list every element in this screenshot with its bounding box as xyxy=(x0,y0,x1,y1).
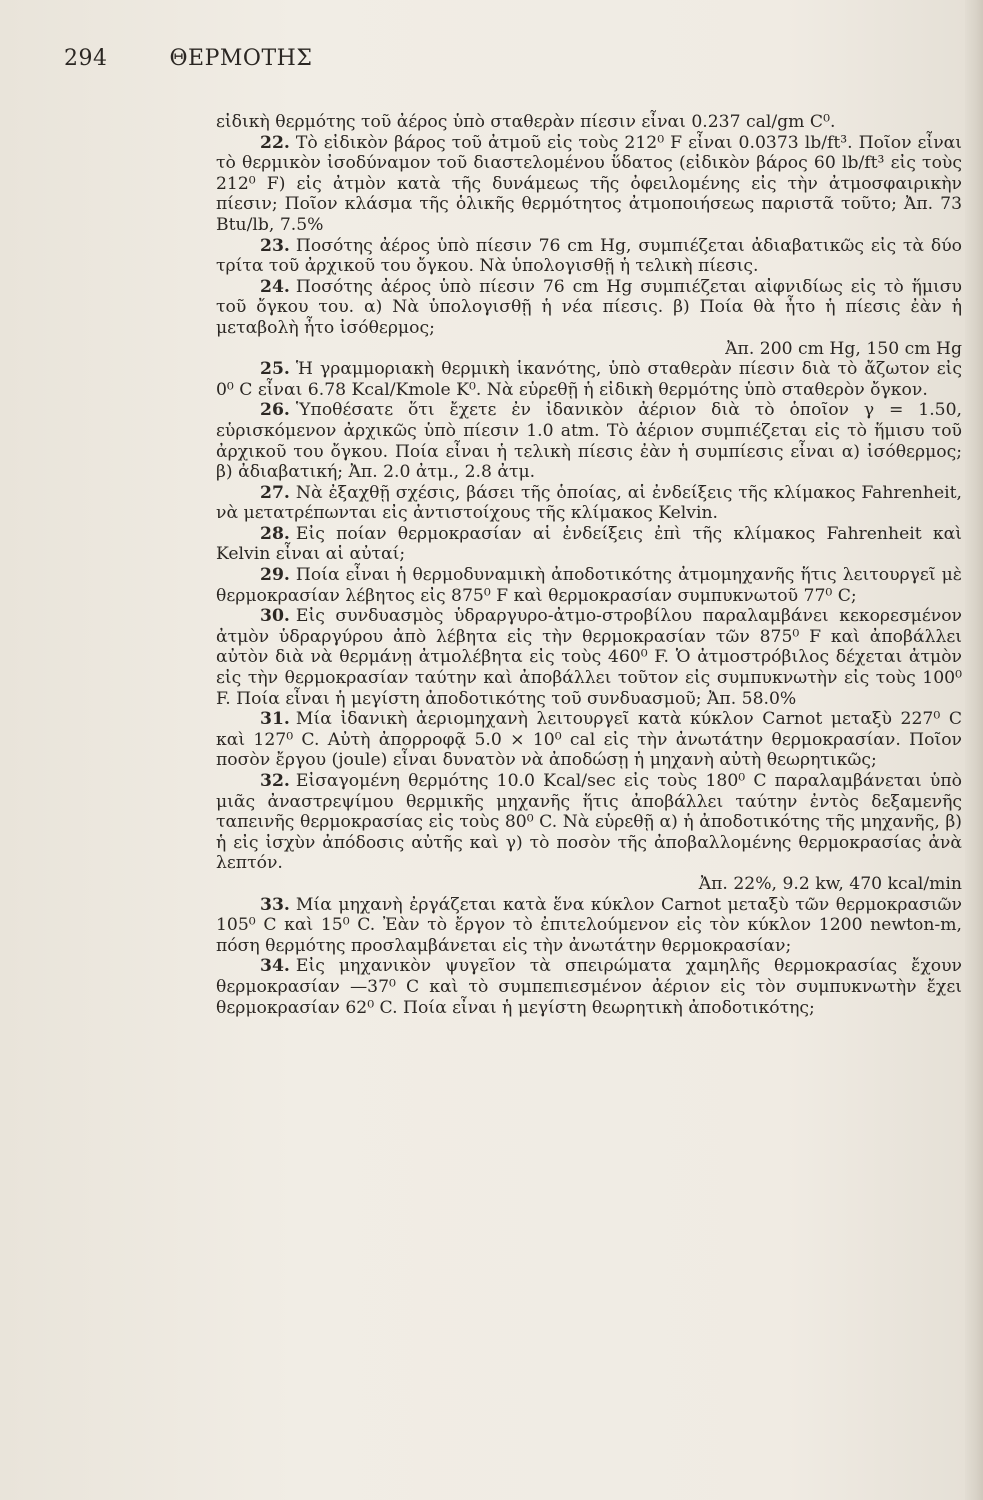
problem-number: 33. xyxy=(260,894,290,915)
problem-text: Εἰς μηχανικὸν ψυγεῖον τὰ σπειρώματα χαμηλῆς θερμοκρασίας ἔχουν θερμοκρασίαν —37⁰ C καὶ τὸ συμπεπιεσμένον ἀέριον εἰς τὸν συμπυκνωτὴν ἔχει θερμοκρασίαν 62⁰ C. Ποία εἶναι ἡ μεγίστη θεωρητικὴ ἀποδοτικότης; xyxy=(216,956,962,1018)
answer-32: Ἀπ. 22%, 9.2 kw, 470 kcal/min xyxy=(698,873,962,894)
problem-31 xyxy=(216,709,962,771)
problem-number: 34. xyxy=(260,956,290,977)
problem-27 xyxy=(216,483,962,524)
problem-26 xyxy=(216,400,962,482)
problem-text: Εἰσαγομένη θερμότης 10.0 Kcal/sec εἰς τοὺς 180⁰ C παραλαμβάνεται ὑπὸ μιᾶς ἀναστρεψίμου θερμικῆς μηχανῆς ἥτις ἀποβάλλει ταύτην ἐντὸς δεξαμενῆς ταπεινῆς θερμοκρασίας εἰς τοὺς 80⁰ C. Νὰ εὑρεθῇ α) ἡ ἀποδοτικότης τῆς μηχανῆς, β) ἡ εἰς ἰσχὺν ἀπόδοσις αὐτῆς καὶ γ) τὸ ποσὸν τῆς ἀποβαλλομένης θερμοκρασίας ἀνὰ λεπτόν. xyxy=(216,771,962,874)
problem-text: Ὑποθέσατε ὅτι ἔχετε ἐν ἰδανικὸν ἀέριον διὰ τὸ ὁποῖον γ = 1.50, εὑρισκόμενον ἀρχικῶς ὑπὸ πίεσιν 1.0 atm. Τὸ ἀέριον συμπιέζεται εἰς τὸ ἥμισυ τοῦ ἀρχικοῦ του ὄγκου. Ποία εἶναι ἡ τελικὴ πίεσις ἐὰν ἡ συμπίεσις εἶναι α) ἰσόθερμος; β) ἀδιαβατική; Ἀπ. 2.0 ἀτμ., 2.8 ἀτμ. xyxy=(216,400,962,483)
problem-text: Ποσότης ἀέρος ὑπὸ πίεσιν 76 cm Hg συμπιέζεται αἰφνιδίως εἰς τὸ ἥμισυ τοῦ ὄγκου του. α) Νὰ ὑπολογισθῇ ἡ νέα πίεσις. β) Ποία θὰ ἦτο ἡ πίεσις ἐὰν ἡ μεταβολὴ ἦτο ἰσόθερμος; xyxy=(216,276,962,338)
problem-text: Νὰ ἐξαχθῇ σχέσις, βάσει τῆς ὁποίας, αἱ ἐνδείξεις τῆς κλίμακος Fahrenheit, νὰ μετατρέπωνται εἰς ἀντιστοίχους τῆς κλίμακος Kelvin. xyxy=(216,482,962,524)
problem-number: 28. xyxy=(260,523,290,544)
answer-24: Ἀπ. 200 cm Hg, 150 cm Hg xyxy=(725,338,962,359)
problem-text: Εἰς συνδυασμὸς ὑδραργυρο-ἀτμο-στροβίλου παραλαμβάνει κεκορεσμένον ἀτμὸν ὑδραργύρου ἀπὸ λέβητα εἰς τὴν θερμοκρασίαν τῶν 875⁰ F καὶ ἀποβάλλει αὐτὸν διὰ νὰ θερμάνῃ ἀτμολέβητα εἰς τοὺς 460⁰ F. Ὁ ἀτμοστρόβιλος δέχεται ἀτμὸν εἰς τὴν θερμοκρασίαν ταύτην καὶ ἀποβάλλει τοῦτον εἰς συμπυκνωτὴν εἰς τοὺς 100⁰ F. Ποία εἶναι ἡ μεγίστη ἀποδοτικότης τοῦ συνδυασμοῦ; Ἀπ. 58.0% xyxy=(216,606,962,709)
page-header xyxy=(64,46,312,78)
problem-number: 27. xyxy=(260,482,290,503)
problem-text: Μία ἰδανικὴ ἀεριομηχανὴ λειτουργεῖ κατὰ κύκλον Carnot μεταξὺ 227⁰ C καὶ 127⁰ C. Αὐτὴ ἀπορροφᾷ 5.0 × 10⁰ cal εἰς τὴν ἀνωτάτην θερμοκρασίαν. Ποῖον ποσὸν ἔργου (joule) εἶναι δυνατὸν νὰ ἀποδώσῃ ἡ μηχανὴ αὐτὴ θεωρητικῶς; xyxy=(216,709,962,771)
page-number: 294 xyxy=(64,46,108,71)
problem-28 xyxy=(216,524,962,565)
problem-text: Εἰς ποίαν θερμοκρασίαν αἱ ἐνδείξεις ἐπὶ τῆς κλίμακος Fahrenheit καὶ Kelvin εἶναι αἱ αὐταί; xyxy=(216,523,962,565)
problem-25 xyxy=(216,359,962,400)
problem-number: 30. xyxy=(260,606,290,627)
problem-number: 25. xyxy=(260,359,290,380)
problem-number: 29. xyxy=(260,565,290,586)
problem-24 xyxy=(216,277,962,339)
problem-text: Τὸ εἰδικὸν βάρος τοῦ ἀτμοῦ εἰς τοὺς 212⁰ F εἶναι 0.0373 lb/ft³. Ποῖον εἶναι τὸ θερμικὸν ἰσοδύναμον τοῦ διαστελομένου ὕδατος (εἰδικὸν βάρος 60 lb/ft³ εἰς τοὺς 212⁰ F) εἰς ἀτμὸν κατὰ τῆς δυνάμεως τῆς ὀφειλομένης εἰς τὴν ἀτμοσφαιρικὴν πίεσιν; Ποῖον κλάσμα τῆς ὁλικῆς θερμότητος ἀτμοποιήσεως παριστᾶ τοῦτο; Ἀπ. 73 Btu/lb, 7.5% xyxy=(216,132,962,235)
problem-text: Ποσότης ἀέρος ὑπὸ πίεσιν 76 cm Hg, συμπιέζεται ἀδιαβατικῶς εἰς τὰ δύο τρίτα τοῦ ἀρχικοῦ του ὄγκου. Νὰ ὑπολογισθῇ ἡ τελικὴ πίεσις. xyxy=(216,235,962,277)
problem-33 xyxy=(216,895,962,957)
problem-number: 23. xyxy=(260,235,290,256)
problem-32 xyxy=(216,771,962,874)
problem-29 xyxy=(216,565,962,606)
problem-23 xyxy=(216,236,962,277)
problem-22 xyxy=(216,133,962,236)
problem-number: 22. xyxy=(260,132,290,153)
page-edge xyxy=(965,0,983,1500)
problem-number: 26. xyxy=(260,400,290,421)
problem-30 xyxy=(216,606,962,709)
problem-text: Ποία εἶναι ἡ θερμοδυναμικὴ ἀποδοτικότης ἀτμομηχανῆς ἥτις λειτουργεῖ μὲ θερμοκρασίαν λέβητος εἰς 875⁰ F καὶ θερμοκρασίαν συμπυκνωτοῦ 77⁰ C; xyxy=(216,565,962,606)
problem-number: 32. xyxy=(260,771,290,791)
problem-34 xyxy=(216,956,962,1018)
problems-body xyxy=(216,112,962,1018)
problem-number: 24. xyxy=(260,276,290,297)
problem-number: 31. xyxy=(260,709,290,730)
problem-21-end: εἰδικὴ θερμότης τοῦ ἀέρος ὑπὸ σταθερὰν πίεσιν εἶναι 0.237 cal/gm C⁰. xyxy=(216,112,836,132)
running-title: ΘΕΡΜΟΤΗΣ xyxy=(169,46,313,71)
problem-text: Μία μηχανὴ ἐργάζεται κατὰ ἕνα κύκλον Carnot μεταξὺ τῶν θερμοκρασιῶν 105⁰ C καὶ 15⁰ C. Ἐὰν τὸ ἔργον τὸ ἐπιτελούμενον εἰς τὸν κύκλον 1200 newton-m, πόση θερμότης προσλαμβάνεται εἰς τὴν ἀνωτάτην θερμοκρασίαν; xyxy=(216,894,962,956)
problem-text: Ἡ γραμμοριακὴ θερμικὴ ἱκανότης, ὑπὸ σταθερὰν πίεσιν διὰ τὸ ἄζωτον εἰς 0⁰ C εἶναι 6.78 Kcal/Kmole K⁰. Νὰ εὑρεθῇ ἡ εἰδικὴ θερμότης ὑπὸ σταθερὸν ὄγκον. xyxy=(216,359,962,400)
